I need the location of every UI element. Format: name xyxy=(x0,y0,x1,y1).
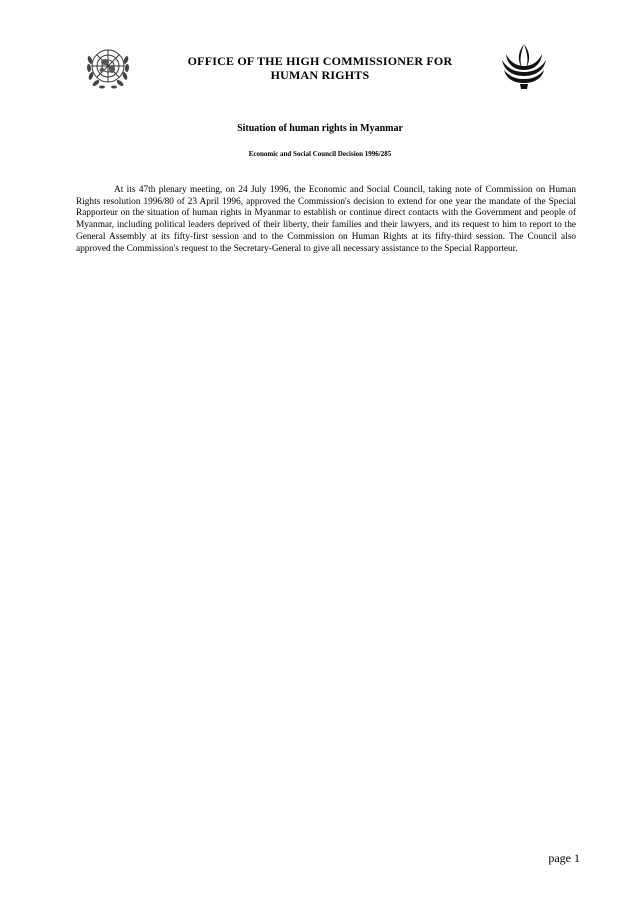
body-paragraph: At its 47th plenary meeting, on 24 July 1996, the Economic and Social Council, taking note of Commission on Human Rights resolution 1996/80 of 23 April 1996, approved the Commission's decision to extend for one year the mandate of the Special Rapporteur on the situation of human rights in Myanmar to establish or continue direct contacts with the Government and people of Myanmar, including political leaders deprived of their liberty, their families and their lawyers, and its request to him to report to the General Assembly at its fifty-first session and to the Commission on Human Rights at its fifty-third session. The Council also approved the Commission's request to the Secretary-General to give all necessary assistance to the Special Rapporteur. xyxy=(76,185,576,254)
un-emblem-icon xyxy=(82,40,134,92)
organization-title-line1: OFFICE OF THE HIGH COMMISSIONER FOR xyxy=(187,54,453,68)
ohchr-emblem-icon xyxy=(500,40,548,92)
document-subtitle: Economic and Social Council Decision 1996/285 xyxy=(248,150,392,158)
organization-title xyxy=(160,54,480,82)
document-title: Situation of human rights in Myanmar xyxy=(237,123,403,134)
page-number: page 1 xyxy=(548,851,580,865)
organization-title-line2: HUMAN RIGHTS xyxy=(270,68,370,82)
